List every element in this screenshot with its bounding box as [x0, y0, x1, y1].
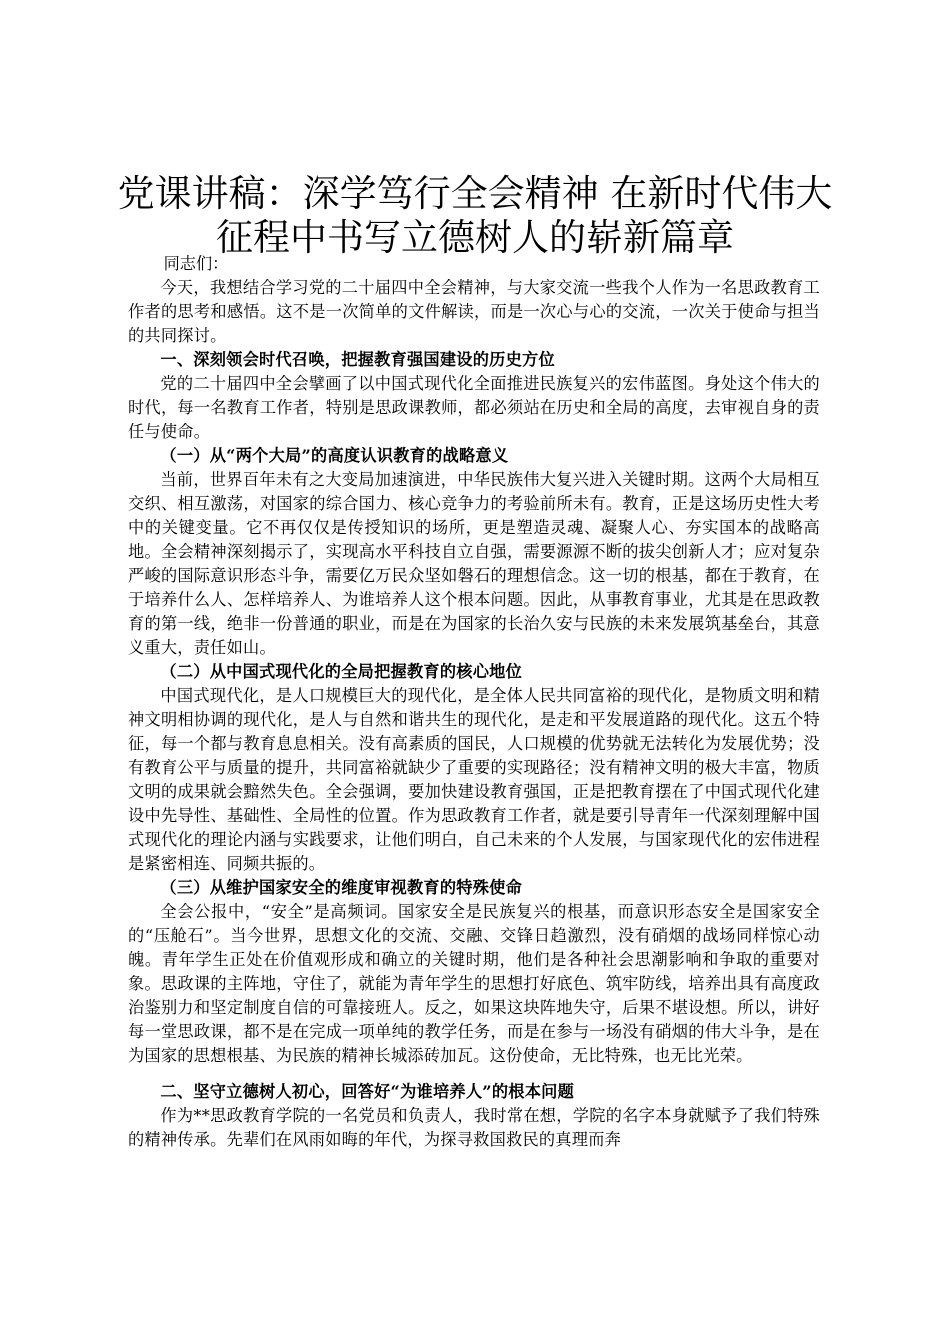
intro-paragraph: 今天，我想结合学习党的二十届四中全会精神，与大家交流一些我个人作为一名思政教育工作者的思考和感悟。这不是一次简单的文件解读，而是一次心与心的交流，一次关于使命与担当的共同探讨。 — [128, 278, 820, 345]
section-heading: 二、坚守立德树人初心，回答好“为谁培养人”的根本问题 — [160, 1082, 575, 1101]
document-title: 党课讲稿：深学笃行全会精神 在新时代伟大征程中书写立德树人的崭新篇章 — [117, 172, 833, 259]
section-paragraph: 作为**思政教育学院的一名党员和负责人，我时常在想，学院的名字本身就赋予了我们特殊的精神传承。先辈们在风雨如晦的年代，为探寻救国救民的真理而奔 — [128, 1106, 820, 1149]
subsection-paragraph: 中国式现代化，是人口规模巨大的现代化，是全体人民共同富裕的现代化，是物质文明和精神文明相协调的现代化，是人与自然和谐共生的现代化，是走和平发展道路的现代化。这五个特征，每一个都与教育息息相关。没有高素质的国民，人口规模的优势就无法转化为发展优势；没有教育公平与质量的提升，共同富裕就缺少了重要的实现路径；没有精神文明的极大丰富，物质文明的成果就会黯然失色。全会强调，要加快建设教育强国，正是把教育摆在了中国式现代化建设中先导性、基础性、全局性的位置。作为思政教育工作者，就是要引导青年一代深刻理解中国式现代化的理论内涵与实践要求，让他们明白，自己未来的个人发展，与国家现代化的宏伟进程是紧密相连、同频共振的。 — [128, 686, 820, 873]
subsection-paragraph: 全会公报中，“安全”是高频词。国家安全是民族复兴的根基，而意识形态安全是国家安全的“压舱石”。当今世界，思想文化的交流、交融、交锋日趋激烈，没有硝烟的战场同样惊心动魄。青年学生正处在价值观形成和确立的关键时期，他们是各种社会思潮影响和争取的重要对象。思政课的主阵地，守住了，就能为青年学生的思想打好底色、筑牢防线，培养出具有高度政治鉴别力和坚定制度自信的可靠接班人。反之，如果这块阵地失守，后果不堪设想。所以，讲好每一堂思政课，都不是在完成一项单纯的教学任务，而是在参与一场没有硝烟的伟大斗争，是在为国家的思想根基、为民族的精神长城添砖加瓦。这份使命，无比特殊，也无比光荣。 — [128, 902, 820, 1065]
document-body — [128, 252, 820, 1152]
section-heading: 一、深刻领会时代召唤，把握教育强国建设的历史方位 — [160, 350, 555, 369]
subsection-heading: （二）从中国式现代化的全局把握教育的核心地位 — [160, 662, 523, 681]
section-paragraph: 党的二十届四中全会擘画了以中国式现代化全面推进民族复兴的宏伟蓝图。身处这个伟大的时代，每一名教育工作者，特别是思政课教师，都必须站在历史和全局的高度，去审视自身的责任与使命。 — [128, 374, 820, 441]
subsection-heading: （一）从“两个大局”的高度认识教育的战略意义 — [160, 446, 509, 465]
subsection-heading: （三）从维护国家安全的维度审视教育的特殊使命 — [160, 878, 523, 897]
greeting: 同志们： — [163, 254, 229, 273]
subsection-paragraph: 当前，世界百年未有之大变局加速演进，中华民族伟大复兴进入关键时期。这两个大局相互交织、相互激荡，对国家的综合国力、核心竞争力的考验前所未有。教育，正是这场历史性大考中的关键变量。它不再仅仅是传授知识的场所，更是塑造灵魂、凝聚人心、夯实国本的战略高地。全会精神深刻揭示了，实现高水平科技自立自强，需要源源不断的拔尖创新人才；应对复杂严峻的国际意识形态斗争，需要亿万民众坚如磐石的理想信念。这一切的根基，都在于教育，在于培养什么人、怎样培养人、为谁培养人这个根本问题。因此，从事教育事业，尤其是在思政教育的第一线，绝非一份普通的职业，而是在为国家的长治久安与民族的未来发展筑基垒台，其意义重大，责任如山。 — [128, 470, 820, 657]
